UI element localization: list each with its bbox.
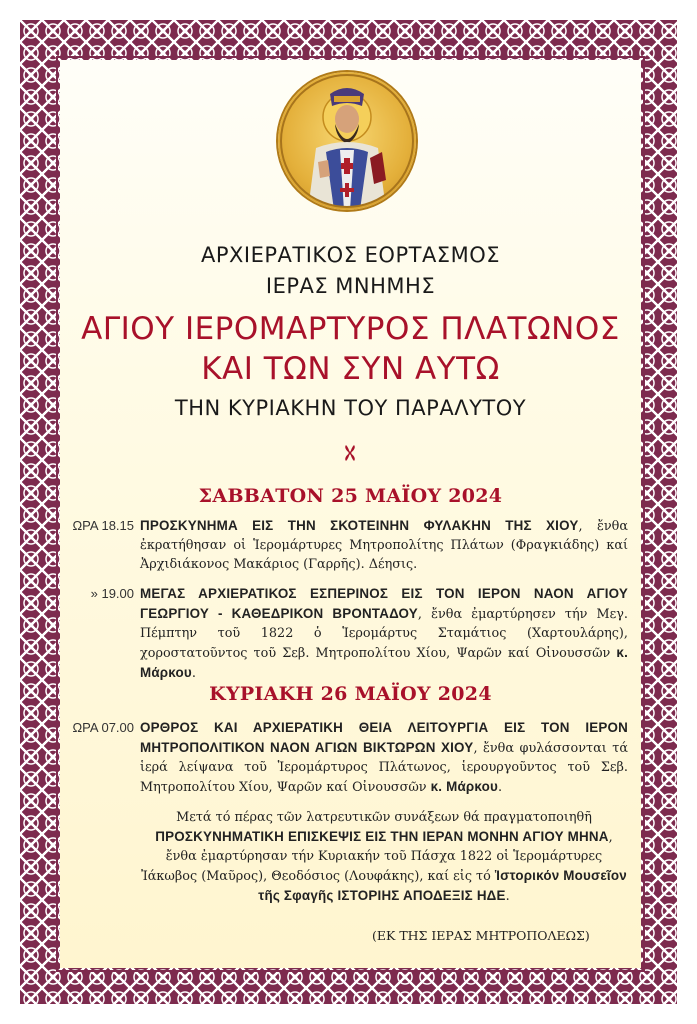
pilgrimage-end: . [505,889,510,904]
title-line-4: ΚΑΙ ΤΩΝ ΣΥΝ ΑΥΤΩ [201,351,500,387]
event-title: ΠΡΟΣΚΥΝΗΜΑ ΕΙΣ ΤΗΝ ΣΚΟΤΕΙΝΗΝ ΦΥΛΑΚΗΝ ΤΗΣ ΧΙΟΥ [140,518,579,533]
saint-icon [278,72,416,210]
footer-source: (ΕΚ ΤΗΣ ΙΕΡΑΣ ΜΗΤΡΟΠΟΛΕΩΣ) [372,928,590,943]
event-title: ΜΕΓΑΣ ΑΡΧΙΕΡΑΤΙΚΟΣ ΕΣΠΕΡΙΝΟΣ ΕΙΣ ΤΟΝ ΙΕΡΟΝ ΝΑΟΝ ΑΓΙΟΥ ΓΕΩΡΓΙΟΥ - ΚΑΘΕΔΡΙΚΟΝ ΒΡΟΝΤΑΔΟΥ [140,586,628,621]
event-time: ΩΡΑ 18.15 [72,518,134,533]
title-line-5: ΤΗΝ ΚΥΡΙΑΚΗΝ ΤΟΥ ΠΑΡΑΛΥΤΟΥ [174,396,527,420]
event-text: , ἔνθα ἐμαρτύρησεν τήν Μεγ. Πέμπτην τοῦ 1822 ὁ Ἱερομάρτυς Σταμάτιος (Χαρτουλάρης), χοροστατοῦντος τοῦ Σεβ. Μητροπολίτου Χίου, Ψαρῶν καί Οἰνουσσῶν [140,607,628,661]
title-line-2: ΙΕΡΑΣ ΜΝΗΜΗΣ [265,274,436,298]
date-saturday: ΣΑΒΒΑΤΟΝ 25 ΜΑΪΟΥ 2024 [198,485,503,507]
event-end: . [498,780,503,795]
title-line-1: ΑΡΧΙΕΡΑΤΙΚΟΣ ΕΟΡΤΑΣΜΟΣ [200,243,500,267]
event-description [140,584,628,683]
pilgrimage-bold-2: Ἱστορικόν Μουσεῖον τῆς Σφαγῆς ΙΣΤΟΡΙΗΣ ΑΠΟΔΕΞΙΣ ΗΔΕ [258,868,627,903]
event-title: ΟΡΘΡΟΣ ΚΑΙ ΑΡΧΙΕΡΑΤΙΚΗ ΘΕΙΑ ΛΕΙΤΟΥΡΓΙΑ ΕΙΣ ΤΟΝ ΙΕΡΟΝ ΜΗΤΡΟΠΟΛΙΤΙΚΟΝ ΝΑΟΝ ΑΓΙΩΝ ΒΙΚΤΩΡΩΝ ΧΙΟΥ [140,720,628,755]
pilgrimage-mid: , ἔνθα ἐμαρτύρησαν τήν Κυριακήν τοῦ Πάσχα 1822 οἱ Ἱερομάρτυρες Ἰάκωβος (Μαῦρος), Θεοδόσιος (Λουφάκης), καί εἰς τό [141,830,613,884]
date-sunday: ΚΥΡΙΑΚΗ 26 ΜΑΪΟΥ 2024 [209,683,492,705]
event-description [140,718,628,797]
pilgrimage-pre: Μετά τό πέρας τῶν λατρευτικῶν συνάξεων θά πραγματοποιηθῆ [176,810,592,825]
event-time: ΩΡΑ 07.00 [72,720,134,735]
event-description [140,516,628,574]
event-text: , ἔνθα φυλάσσονται τά ἱερά λείψανα τοῦ Ἱερομάρτυρος Πλάτωνος, ἱερουργοῦντος τοῦ Σεβ. Μητροπολίτου Χίου, Ψαρῶν καί Οἰνουσσῶν [140,741,629,795]
ornament-icon [339,442,361,464]
title-line-3: ΑΓΙΟΥ ΙΕΡΟΜΑΡΤΥΡΟΣ ΠΛΑΤΩΝΟΣ [81,311,620,347]
event-text: , ἔνθα ἐκρατήθησαν οἱ Ἱερομάρτυρες Μητροπολίτης Πλάτων (Φραγκιάδης) καί Ἀρχιδιάκονος Μακάριος (Γαρρῆς). Δέησις. [140,519,628,572]
event-time: » 19.00 [90,586,134,601]
event-bold-end: κ. Μάρκου [430,779,498,794]
event-end: . [191,666,196,681]
event-bold-end: κ. Μάρκου [140,645,628,680]
pilgrimage-bold-1: ΠΡΟΣΚΥΝΗΜΑΤΙΚΗ ΕΠΙΣΚΕΨΙΣ ΕΙΣ ΤΗΝ ΙΕΡΑΝ ΜΟΝΗΝ ΑΓΙΟΥ ΜΗΝΑ [155,829,609,844]
pilgrimage-text [140,808,628,906]
